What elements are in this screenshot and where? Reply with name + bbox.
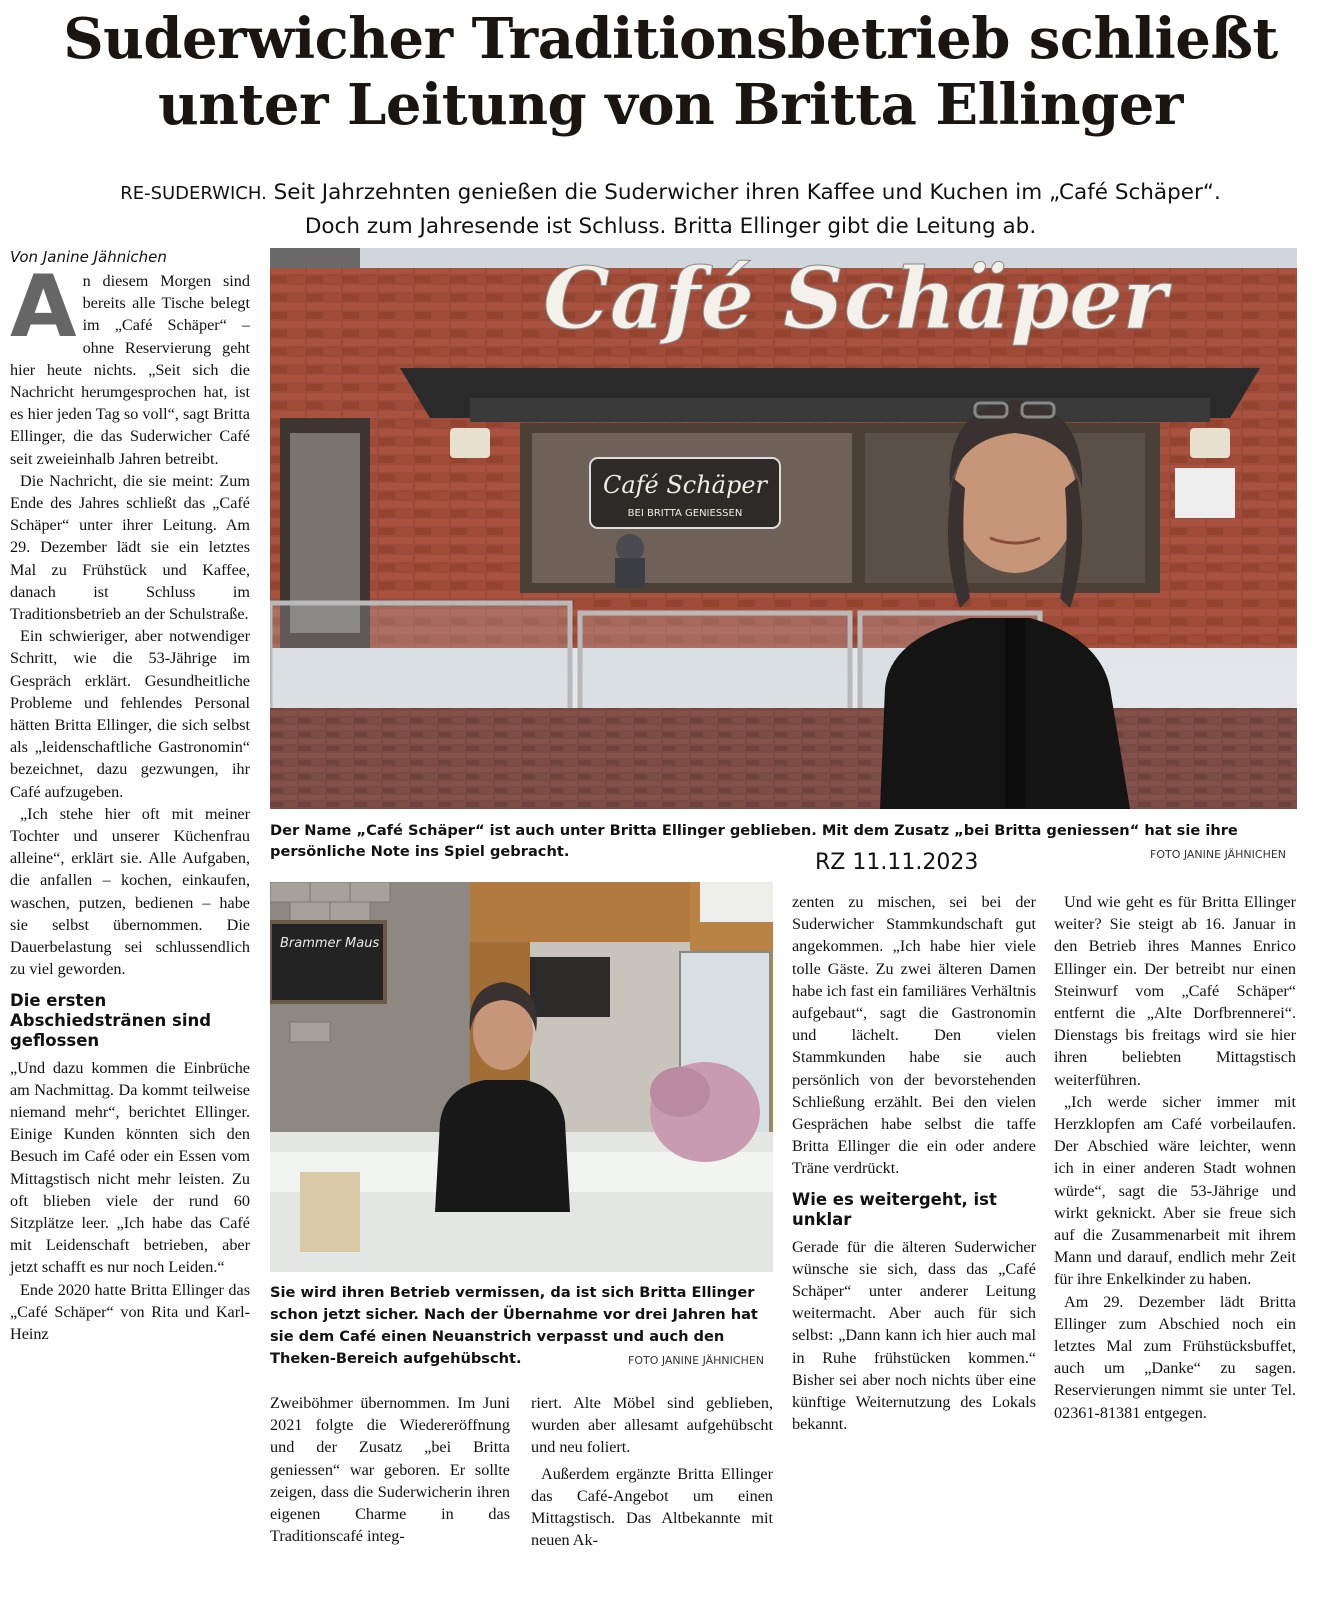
lead-line-1: Seit Jahrzehnten genießen die Suderwicher ihren Kaffee und Kuchen im „Café Schäper“. bbox=[273, 180, 1221, 205]
lead-line-2: Doch zum Jahresende ist Schluss. Britta Ellinger gibt die Leitung ab. bbox=[304, 214, 1037, 239]
photo1-caption: Der Name „Café Schäper“ ist auch unter Britta Ellinger geblieben. Mit dem Zusatz „bei Britta geniessen“ hat sie ihre persönliche Note ins Spiel gebracht. bbox=[270, 822, 1238, 860]
photo2-credit: FOTO JANINE JÄHNICHEN bbox=[628, 1354, 765, 1367]
cafe-interior-illustration bbox=[270, 882, 773, 1272]
col1-paragraph-4: „Ich stehe hier oft mit meiner Tochter und unserer Küchenfrau alleine“, erklärt sie. Alle Aufgaben, die anfallen – kochen, einkaufen, waschen, putzen, bedienen – habe sie selbst übernommen. Die Dauerbelastung sei schlussendlich zu viel geworden. bbox=[10, 804, 250, 979]
article-column-5 bbox=[1054, 891, 1296, 1424]
col1-paragraph-2: Die Nachricht, die sie meint: Zum Ende des Jahres schließt das „Café Schäper“ unter ihrer Leitung. Am 29. Dezember lädt sie ein letztes Mal zu Frühstück und Kaffee, danach ist Schluss im Traditionsbetrieb an der Schulstraße. bbox=[10, 471, 250, 624]
col1-paragraph-3: Ein schwieriger, aber notwendiger Schritt, wie die 53-Jährige im Gespräch erklärt. Gesundheitliche Probleme und fehlendes Personal hätten Britta Ellinger, die sich selbst als „leidenschaftliche Gastronomin“ bezeichnet, dazu gezwungen, ihr Café aufzugeben. bbox=[10, 627, 250, 801]
col3-paragraph-1: riert. Alte Möbel sind geblieben, wurden aber allesamt aufgehübscht und neu foliert. bbox=[531, 1394, 773, 1457]
headline-line-2: unter Leitung von Britta Ellinger bbox=[158, 72, 1183, 138]
col1-paragraph-5: „Und dazu kommen die Einbrüche am Nachmittag. Da kommt teilweise niemand mehr“, berichtet Ellinger. Einige Kunden könnten sich den Besuch im Café oder ein Essen vom Mittagstisch nicht mehr leisten. Zu oft blieben viele der rund 60 Sitzplätze leer. „Ich habe das Café mit Leidenschaft betrieben, aber jetzt schafft es nur noch Leiden.“ bbox=[10, 1058, 250, 1277]
col3-paragraph-2: Außerdem ergänzte Britta Ellinger das Café-Angebot um einen Mittagstisch. Das Altbekannte mit neuen Ak- bbox=[531, 1464, 773, 1550]
col5-paragraph-3: Am 29. Dezember lädt Britta Ellinger zum Abschied noch ein letztes Mal zum Frühstücksbuffet, auch um „Danke“ zu sagen. Reservierungen nimmt sie unter Tel. 02361-81381 entgegen. bbox=[1054, 1292, 1296, 1422]
dateline: RE-SUDERWICH. bbox=[120, 183, 267, 204]
photo-cafe-exterior bbox=[270, 248, 1297, 809]
photo-cafe-interior bbox=[270, 882, 773, 1272]
article-column-2 bbox=[270, 1392, 510, 1547]
subheading-1: Die ersten Abschiedstränen sind geflossen bbox=[10, 990, 212, 1050]
chalkboard-text: Brammer Maus bbox=[280, 936, 380, 951]
window-sub-text: BEI BRITTA GENIESSEN bbox=[627, 508, 743, 519]
headline bbox=[0, 6, 1341, 138]
date-stamp: RZ 11.11.2023 bbox=[815, 850, 979, 875]
byline: Von Janine Jähnichen bbox=[10, 248, 167, 266]
subheading-2: Wie es weitergeht, ist unklar bbox=[792, 1189, 997, 1229]
lead-paragraph bbox=[0, 176, 1341, 243]
col5-paragraph-2: „Ich werde sicher immer mit Herzklopfen am Café vorbeilaufen. Der Abschied wäre leichter, wenn ich in einer anderen Stadt wohnen würde“, sagt die 53-Jährige und wirkt geknickt. Aber sie freue sich auf die Zusammenarbeit mit ihrem Mann und darauf, endlich mehr Zeit für ihre Enkelkinder zu haben. bbox=[1054, 1092, 1296, 1289]
col4-paragraph-1: zenten zu mischen, sei bei der Suderwicher Stammkundschaft gut angekommen. „Ich habe hier viele tolle Gäste. Zu zwei älteren Damen habe ich fast ein familiäres Verhältnis aufgebaut“, sagt die Gastronomin und lächelt. Den vielen Stammkunden habe sie auch persönlich von der bevorstehenden Schließung erzählt. Bei den vielen Gesprächen habe selbst die taffe Britta Ellinger die ein oder andere Träne verdrückt. bbox=[792, 893, 1036, 1178]
cafe-exterior-illustration bbox=[270, 248, 1297, 809]
cafe-sign-text: Café Schäper bbox=[543, 249, 1167, 348]
col5-paragraph-1: Und wie geht es für Britta Ellinger weiter? Sie steigt ab 16. Januar in den Betrieb ihres Mannes Enrico Ellinger ein. Der betreibt nur einen Steinwurf vom „Café Schäper“ entfernt die „Alte Dorfbrennerei“. Dienstags bis freitags wird sie hier ihren beliebten Mittagstisch weiterführen. bbox=[1054, 893, 1296, 1089]
article-column-4 bbox=[792, 891, 1036, 1435]
col2-paragraph-1: Zweiböhmer übernommen. Im Juni 2021 folgte die Wiedereröffnung und der Zusatz „bei Britta geniessen“ war geboren. Er sollte zeigen, dass die Suderwicherin ihren eigenen Charme in das Traditionscafé integ- bbox=[270, 1394, 510, 1546]
photo2-caption: Sie wird ihren Betrieb vermissen, da ist sich Britta Ellinger schon jetzt sicher. Nach der Übernahme vor drei Jahren hat sie dem Café einen Neuanstrich verpasst und auch den Theken-Bereich aufgehübscht. bbox=[270, 1284, 758, 1367]
photo1-credit: FOTO JANINE JÄHNICHEN bbox=[1150, 848, 1287, 861]
window-sign-text: Café Schäper bbox=[602, 471, 768, 499]
dropcap: A bbox=[10, 257, 77, 357]
article-column-3 bbox=[531, 1392, 773, 1551]
headline-line-1: Suderwicher Traditionsbetrieb schließt bbox=[63, 6, 1278, 72]
col1-paragraph-1: n diesem Morgen sind bereits alle Tische belegt im „Café Schäper“ – ohne Reservierung geht hier heute nichts. „Seit sich die Nachricht herumgesprochen hat, ist es hier jeden Tag so voll“, sagt Britta Ellinger, die das Suderwicher Café seit zweieinhalb Jahren betreibt. bbox=[10, 272, 250, 468]
col1-paragraph-6: Ende 2020 hatte Britta Ellinger das „Café Schäper“ von Rita und Karl-Heinz bbox=[10, 1280, 250, 1343]
col4-paragraph-2: Gerade für die älteren Suderwicher wünsche sie sich, dass das „Café Schäper“ unter anderer Leitung weitermacht. Aber auch für sich selbst: „Dann kann ich hier auch mal in Ruhe frühstücken kommen.“ Bisher sei aber noch nichts über eine künftige Weiternutzung des Lokals bekannt. bbox=[792, 1237, 1036, 1434]
